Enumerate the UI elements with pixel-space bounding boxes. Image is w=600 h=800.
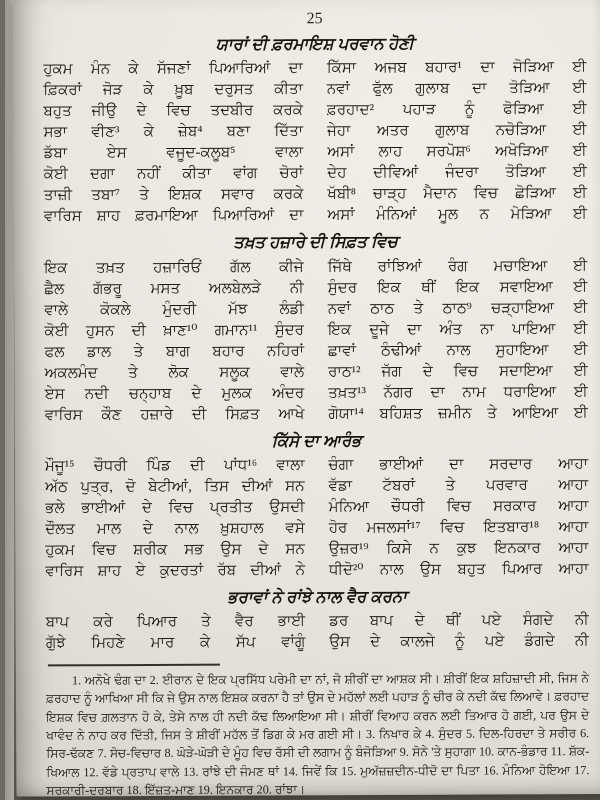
verse-left-half: ਡੱਬਾ ਏਸ ਵਜੂਦ-ਕਲੂਬ⁵ ਵਾਲਾ [43, 144, 304, 162]
verse-right-half: ਅਸਾਂ ਮੰਨਿਆਂ ਮੂਲ ਨ ਮੋੜਿਆ ਈ [327, 206, 587, 224]
verse-right-half: ਸੁੰਦਰ ਇਕ ਥੀਂ ਇਕ ਸਵਾਇਆ ਈ [327, 278, 588, 296]
verse-left-half: ਤਾਜ਼ੀ ਤਬਾ⁷ ਤੇ ਇਸ਼ਕ ਸਵਾਰ ਕਰਕੇ [43, 186, 304, 204]
verse-line [45, 559, 588, 582]
verse-left-half: ਫ਼ਿਕਰਾਂ ਜੋੜ ਕੇ ਖ਼ੂਬ ਦਰੁਸਤ ਕੀਤਾ [43, 81, 303, 99]
verse-line [44, 120, 587, 143]
verse-line [45, 361, 588, 384]
verse-line [44, 319, 587, 342]
verse-line [45, 475, 588, 498]
book-page [13, 0, 600, 797]
verse-left-half: ਅੱਠ ਪੁਤ੍ਰ, ਦੋ ਬੇਟੀਆਂ, ਤਿਸ ਦੀਆਂ ਸਨ [45, 478, 305, 496]
verse-left-half: ਕੋਈ ਹੁਸਨ ਦੀ ਖ਼ਾਣ¹⁰ ਗਮਾਨ¹¹ ਸੁੰਦਰ [44, 321, 304, 339]
verse-line [44, 141, 587, 164]
verse-line [46, 631, 589, 654]
verse-left-half: ਮੌਜੂ¹⁵ ਚੌਧਰੀ ਪਿੰਡ ਦੀ ਪਾਂਧ¹⁶ ਵਾਲਾ [45, 457, 305, 475]
verse-line [43, 78, 586, 101]
verse-line [44, 277, 587, 300]
verse-right-half: ਕਿੱਸਾ ਅਜਬ ਬਹਾਰ¹ ਦਾ ਜੋੜਿਆ ਈ [326, 59, 587, 77]
verse-line [44, 183, 587, 206]
verse-left-half: ਵਾਰਿਸ ਸ਼ਾਹ ਫ਼ਰਮਾਇਆ ਪਿਆਰਿਆਂ ਦਾ [43, 207, 304, 225]
section-heading-1: ਯਾਰਾਂ ਦੀ ਫ਼ਰਮਾਇਸ਼ ਪਰਵਾਨ ਹੋਣੀ [215, 33, 414, 54]
verse-left-half: ਇਕ ਤਖ਼ਤ ਹਜ਼ਾਰਿਓਂ ਗੱਲ ਕੀਜੇ [44, 258, 304, 276]
verse-line [45, 496, 588, 519]
verse-right-half: ਜੇਹਾ ਅਤਰ ਗੁਲਾਬ ਨਚੋੜਿਆ ਈ [327, 122, 587, 140]
verse-line [46, 610, 589, 633]
verse-line [45, 538, 588, 561]
verse-right-half: ਨਵਾਂ ਫੁੱਲ ਗੁਲਾਬ ਦਾ ਤੋੜਿਆ ਈ [326, 80, 587, 98]
verse-right-half: ਨਵਾਂ ਠਾਠ ਤੇ ਠਾਠ⁹ ਚੜ੍ਹਾਇਆ ਈ [327, 299, 588, 317]
verse-line [44, 298, 587, 321]
stanza-3 [45, 454, 589, 582]
page-content [43, 9, 589, 800]
footnotes-text: 1. ਅਨੋਖੇ ਢੰਗ ਦਾ 2. ਈਰਾਨ ਦੇ ਇਕ ਪ੍ਰਸਿੱਧ ਪਰੇਮੀ ਦਾ ਨਾਂ, ਜੋ ਸ਼ੀਰੀਂ ਦਾ ਆਸ਼ਕ ਸੀ। ਸ਼ੀਰੀਂ ਇਕ ਸ਼ਹਿਜ਼ਾਦੀ ਸੀ, ਜਿਸ ਨੇ ਫ਼ਰਹਾਦ ਨੂੰ ਆਖਿਆ ਸੀ ਕਿ ਜੇ ਉਸ ਨਾਲ ਇਸ਼ਕ ਕਰਨਾ ਹੈ ਤਾਂ ਉਸ ਦੇ ਮਹੱਲਾਂ ਲਈ ਪਹਾੜ ਨੂੰ ਚੀਰ ਕੇ ਨਦੀ ਕੱਢ ਲਿਆਵੇ। ਫ਼ਰਹਾਦ ਇਸ਼ਕ ਵਿਚ ਗ਼ਲਤਾਨ ਹੋ ਕੇ, ਤੇਸੇ ਨਾਲ ਹੀ ਨਦੀ ਕੱਢ ਲਿਆਇਆ ਸੀ। ਸ਼ੀਰੀਂ ਵਿਆਹ ਕਰਨ ਲਈ ਤਿਆਰ ਹੋ ਗਈ, ਪਰ ਉਸ ਦੇ ਖਾਵੰਦ ਨੇ ਨਾਹ ਕਰ ਦਿੱਤੀ, ਜਿਸ ਤੇ ਸ਼ੀਰੀਂ ਮਹੱਲ ਤੋਂ ਡਿਗ ਕੇ ਮਰ ਗਈ ਸੀ। 3. ਨਿਖਾਰ ਕੇ 4. ਸੁੰਦਰ 5. ਦਿਲ-ਹਿਰਦਾ ਤੇ ਸਰੀਰ 6. ਸਿਰ-ਢੱਕਣ 7. ਸੋਚ-ਵਿਚਾਰ 8. ਘੋੜੇ-ਘੋੜੀ ਦੇ ਮੂੰਹ ਵਿਚ ਰੱਸੀ ਦੀ ਲਗਾਮ ਨੂੰ ਬੰਜੋੜਿਆ 9. ਸੋਨੇ 'ਤੇ ਸੁਹਾਗਾ 10. ਕਾਨ-ਭੰਡਾਰ 11. ਸ਼ੱਕ-ਖਿਆਲ 12. ਵੱਡੇ ਪ੍ਰਤਾਪ ਵਾਲੇ 13. ਰਾਂਝੇ ਦੀ ਜੰਮਣ ਥਾਂ 14. ਜਿਵੇਂ ਕਿ 15. ਮੁਅੱਜ਼ਜ਼ਦੀਨ-ਧੀਦੋ ਦਾ ਪਿਤਾ 16. ਮੰਨਿਆ ਹੋਇਆ 17. ਸਰਕਾਰੀ-ਦਰਬਾਰ 18. ਇੱਜ਼ਤ-ਮਾਣ 19. ਇਨਕਾਰ 20. ਰਾਂਝਾ। [46, 671, 590, 798]
verse-right-half: ਤਖ਼ਤ¹³ ਨੱਗਰ ਦਾ ਨਾਮ ਧਰਾਇਆ ਈ [328, 383, 588, 401]
stanza-4 [46, 610, 589, 654]
footnote-separator [48, 664, 220, 667]
verse-right-half: ਜਿੱਥੇ ਰਾਂਝਿਆਂ ਰੰਗ ਮਚਾਇਆ ਈ [327, 257, 588, 275]
verse-left-half: ਕੋਈ ਦਗਾ ਨਹੀਂ ਕੀਤਾ ਵਾਂਗ ਚੋਰਾਂ [43, 165, 304, 183]
verse-right-half: ਇਕ ਦੂਜੇ ਦਾ ਅੰਤ ਨਾ ਪਾਇਆ ਈ [327, 320, 588, 338]
verse-right-half: ਮੰਨਿਆ ਚੌਧਰੀ ਵਿਚ ਸਰਕਾਰ ਆਹਾ [328, 497, 589, 515]
verse-left-half: ਭਲੇ ਭਾਈਆਂ ਦੇ ਵਿਚ ਪ੍ਰਤੀਤ ਉਸਦੀ [45, 499, 305, 517]
verse-line [44, 340, 587, 363]
verse-left-half: ਵਾਰਿਸ ਸ਼ਾਹ ਏ ਕੁਦਰਤਾਂ ਰੱਬ ਦੀਆਂ ਨੇ [45, 562, 306, 580]
verse-right-half: ਦੇਹ ਦੀਵਿਆਂ ਜੰਦਰਾ ਤੋੜਿਆ ਈ [327, 164, 587, 182]
verse-right-half: ਚੰਗਾ ਭਾਈਆਂ ਦਾ ਸਰਦਾਰ ਆਹਾ [328, 455, 589, 473]
verse-right-half: ਉਜ਼ਰ¹⁹ ਕਿਸੇ ਨ ਕੁਝ ਇਨਕਾਰ ਆਹਾ [328, 539, 589, 557]
verse-line [44, 162, 587, 185]
verse-left-half: ਸਭਾ ਵੀਣ³ ਕੇ ਜ਼ੇਬ⁴ ਬਣਾ ਦਿੱਤਾ [43, 123, 304, 141]
verse-right-half: ਵੱਡਾ ਟੱਬਰਾਂ ਤੇ ਪਰਵਾਰ ਆਹਾ [328, 476, 589, 494]
verse-left-half: ਵਾਰਿਸ ਕੌਣ ਹਜ਼ਾਰੇ ਦੀ ਸਿਫ਼ਤ ਆਖੇ [44, 405, 305, 423]
verse-line [45, 403, 588, 426]
verse-right-half: ਉਸ ਦੇ ਕਾਲਜੇ ਨੂੰ ਪਏ ਡੰਗਦੇ ਨੀ [329, 633, 589, 651]
verse-line [44, 256, 587, 279]
verse-line [44, 204, 587, 227]
verse-right-half: ਖੱਬੀ⁸ ਚਾੜ੍ਹ ਮੈਦਾਨ ਵਿਚ ਛੋੜਿਆ ਈ [327, 185, 587, 203]
verse-left-half: ਹੁਕਮ ਵਿਚ ਸ਼ਰੀਕ ਸਭ ਉਸ ਦੇ ਸਨ [45, 541, 305, 559]
stanza-2 [44, 256, 588, 426]
verse-line [45, 454, 588, 477]
section-heading-4: ਭਰਾਵਾਂ ਨੇ ਰਾਂਝੇ ਨਾਲ ਵੈਰ ਕਰਨਾ [227, 586, 407, 607]
verse-line [45, 517, 588, 540]
verse-left-half: ਛੈਲ ਗੱਭਰੂ ਮਸਤ ਅਲਬੇਲੜੇ ਨੀ [44, 279, 304, 297]
verse-left-half: ਅਕਲਮੰਦ ਤੇ ਲੋਕ ਸਲੂਕ ਵਾਲੇ [44, 363, 305, 381]
verse-right-half: ਗੋਯਾ¹⁴ ਬਹਿਸ਼ਤ ਜ਼ਮੀਨ ਤੇ ਆਇਆ ਈ [328, 404, 588, 422]
verse-left-half: ਵਾਲੇ ਕੋਕਲੇ ਮੁੰਦਰੀ ਮੱਝ ਲੰਡੀ [44, 300, 304, 318]
verse-right-half: ਛਾਵਾਂ ਠੰਢੀਆਂ ਨਾਲ ਸੁਹਾਇਆ ਈ [328, 341, 588, 359]
verse-right-half: ਅਸਾਂ ਲਾਹ ਸਰਪੋਸ਼⁶ ਅਖੋੜਿਆ ਈ [327, 143, 587, 161]
verse-left-half: ਫਲ ਡਾਲ ਤੇ ਬਾਗ ਬਹਾਰ ਨਹਿਰਾਂ [44, 342, 305, 360]
stanza-1 [43, 57, 587, 227]
verse-left-half: ਦੌਲਤ ਮਾਲ ਦੇ ਨਾਲ ਖ਼ੁਸ਼ਹਾਲ ਵਸੇ [45, 520, 305, 538]
page-number: 25 [306, 10, 323, 28]
verse-line [43, 99, 586, 122]
section-heading-3: ਕਿੱਸੇ ਦਾ ਆਰੰਭ [271, 430, 362, 450]
verse-right-half: ਹੋਰ ਮਜਲਸਾਂ¹⁷ ਵਿਚ ਇਤਬਾਰ¹⁸ ਆਹਾ [328, 518, 589, 536]
verse-left-half: ਏਸ ਨਦੀ ਚਨ੍ਹਾਬ ਦੇ ਮੁਲਕ ਅੰਦਰ [44, 384, 305, 402]
verse-right-half: ਡਰ ਬਾਪ ਦੇ ਥੀਂ ਪਏ ਸੰਗਦੇ ਨੀ [329, 612, 589, 630]
verse-right-half: ਧੀਦੋ²⁰ ਨਾਲ ਉਸ ਬਹੁਤ ਪਿਆਰ ਆਹਾ [328, 560, 589, 578]
verse-line [43, 57, 586, 80]
section-heading-2: ਤਖ਼ਤ ਹਜ਼ਾਰੇ ਦੀ ਸਿਫ਼ਤ ਵਿਚ [233, 232, 398, 252]
verse-left-half: ਹੁਕਮ ਮੰਨ ਕੇ ਸੱਜਣਾਂ ਪਿਆਰਿਆਂ ਦਾ [43, 60, 303, 78]
verse-right-half: ਰਾਠ¹² ਜੱਗ ਦੇ ਵਿਚ ਸਦਾਇਆ ਈ [328, 362, 588, 380]
verse-right-half: ਫ਼ਰਹਾਦ² ਪਹਾੜ ਨੂੰ ਫੋੜਿਆ ਈ [326, 101, 587, 119]
verse-left-half: ਬਾਪ ਕਰੇ ਪਿਆਰ ਤੇ ਵੈਰ ਭਾਈ [45, 613, 306, 631]
verse-left-half: ਗੁੱਝੇ ਮਿਹਣੇ ਮਾਰ ਕੇ ਸੱਪ ਵਾਂਗੂੰ [45, 634, 306, 652]
verse-line [45, 382, 588, 405]
verse-left-half: ਬਹੁਤ ਜੀਉ ਦੇ ਵਿਚ ਤਦਬੀਰ ਕਰਕੇ [43, 102, 304, 120]
